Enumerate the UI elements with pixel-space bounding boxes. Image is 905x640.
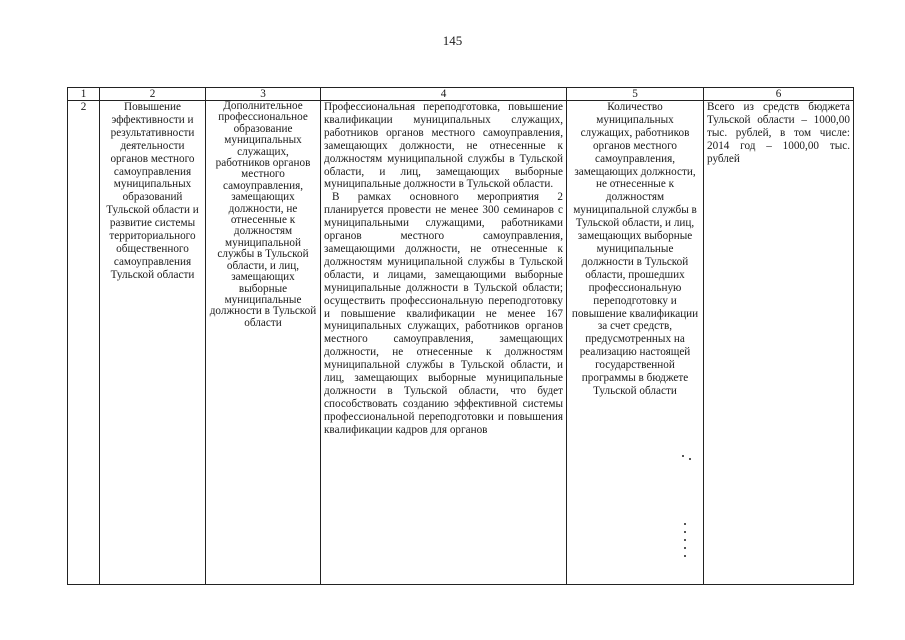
- activity-description-cell: [321, 101, 567, 585]
- task-cell: Повышение эффективности и результативности деятельности органов местного самоуправления муниципальных образований Тульской области и развитие системы территориального общественного самоуправления Тульской области: [100, 101, 206, 585]
- table-row: [68, 101, 854, 585]
- indicator-cell: Количество муниципальных служащих, работников органов местного самоуправления, замещающих должности, не отнесенные к должностям муниципальной службы в Тульской области, и лиц, замещающих выборные муниципальные должности в Тульской области, прошедших профессиональную переподготовку и повышение квалификации за счет средств, предусмотренных на реализацию настоящей государственной программы в бюджете Тульской области: [567, 101, 704, 585]
- description-paragraph-2: В рамках основного мероприятия 2 планируется провести не менее 300 семинаров с муниципальными служащими, работниками органов местного самоуправления, замещающими должности, не отнесенные к должностям муниципальной службы в Тульской области, и лицами, замещающими выборные муниципальные должности в Тульской области; осуществить профессиональную переподготовку и повышение квалификации не менее 167 муниципальных служащих, работников органов местного самоуправления, замещающих должности, не отнесенные к должностям муниципальной службы в Тульской области, и лиц, замещающих выборные муниципальные должности в Тульской области, что будет способствовать созданию эффективной системы профессиональной переподготовки и повышения квалификации кадров для органов: [324, 191, 563, 436]
- header-cell-2: 2: [100, 88, 206, 101]
- funding-cell: Всего из средств бюджета Тульской области – 1000,00 тыс. рублей, в том числе: 2014 год – 1000,00 тыс. рублей: [704, 101, 854, 585]
- header-row: [68, 88, 854, 101]
- table-header: [68, 88, 854, 101]
- header-cell-3: 3: [206, 88, 321, 101]
- header-cell-4: 4: [321, 88, 567, 101]
- row-number-cell: 2: [68, 101, 100, 585]
- scan-specks: [680, 455, 700, 565]
- description-paragraph-1: Профессиональная переподготовка, повышение квалификации муниципальных служащих, работников органов местного самоуправления, замещающих должности, не отнесенные к должностям муниципальной службы в Тульской области, и лиц, замещающих выборные муниципальные должности в Тульской области.: [324, 101, 563, 191]
- main-activity-cell: Дополнительное профессиональное образование муниципальных служащих, работников органов местного самоуправления, замещающих должности, не отнесенные к должностям муниципальной службы в Тульской области, и лиц, замещающих выборные муниципальные должности в Тульской области: [206, 101, 321, 585]
- header-cell-5: 5: [567, 88, 704, 101]
- header-cell-6: 6: [704, 88, 854, 101]
- page-number: 145: [442, 33, 463, 48]
- header-cell-1: 1: [68, 88, 100, 101]
- program-table: [67, 87, 854, 585]
